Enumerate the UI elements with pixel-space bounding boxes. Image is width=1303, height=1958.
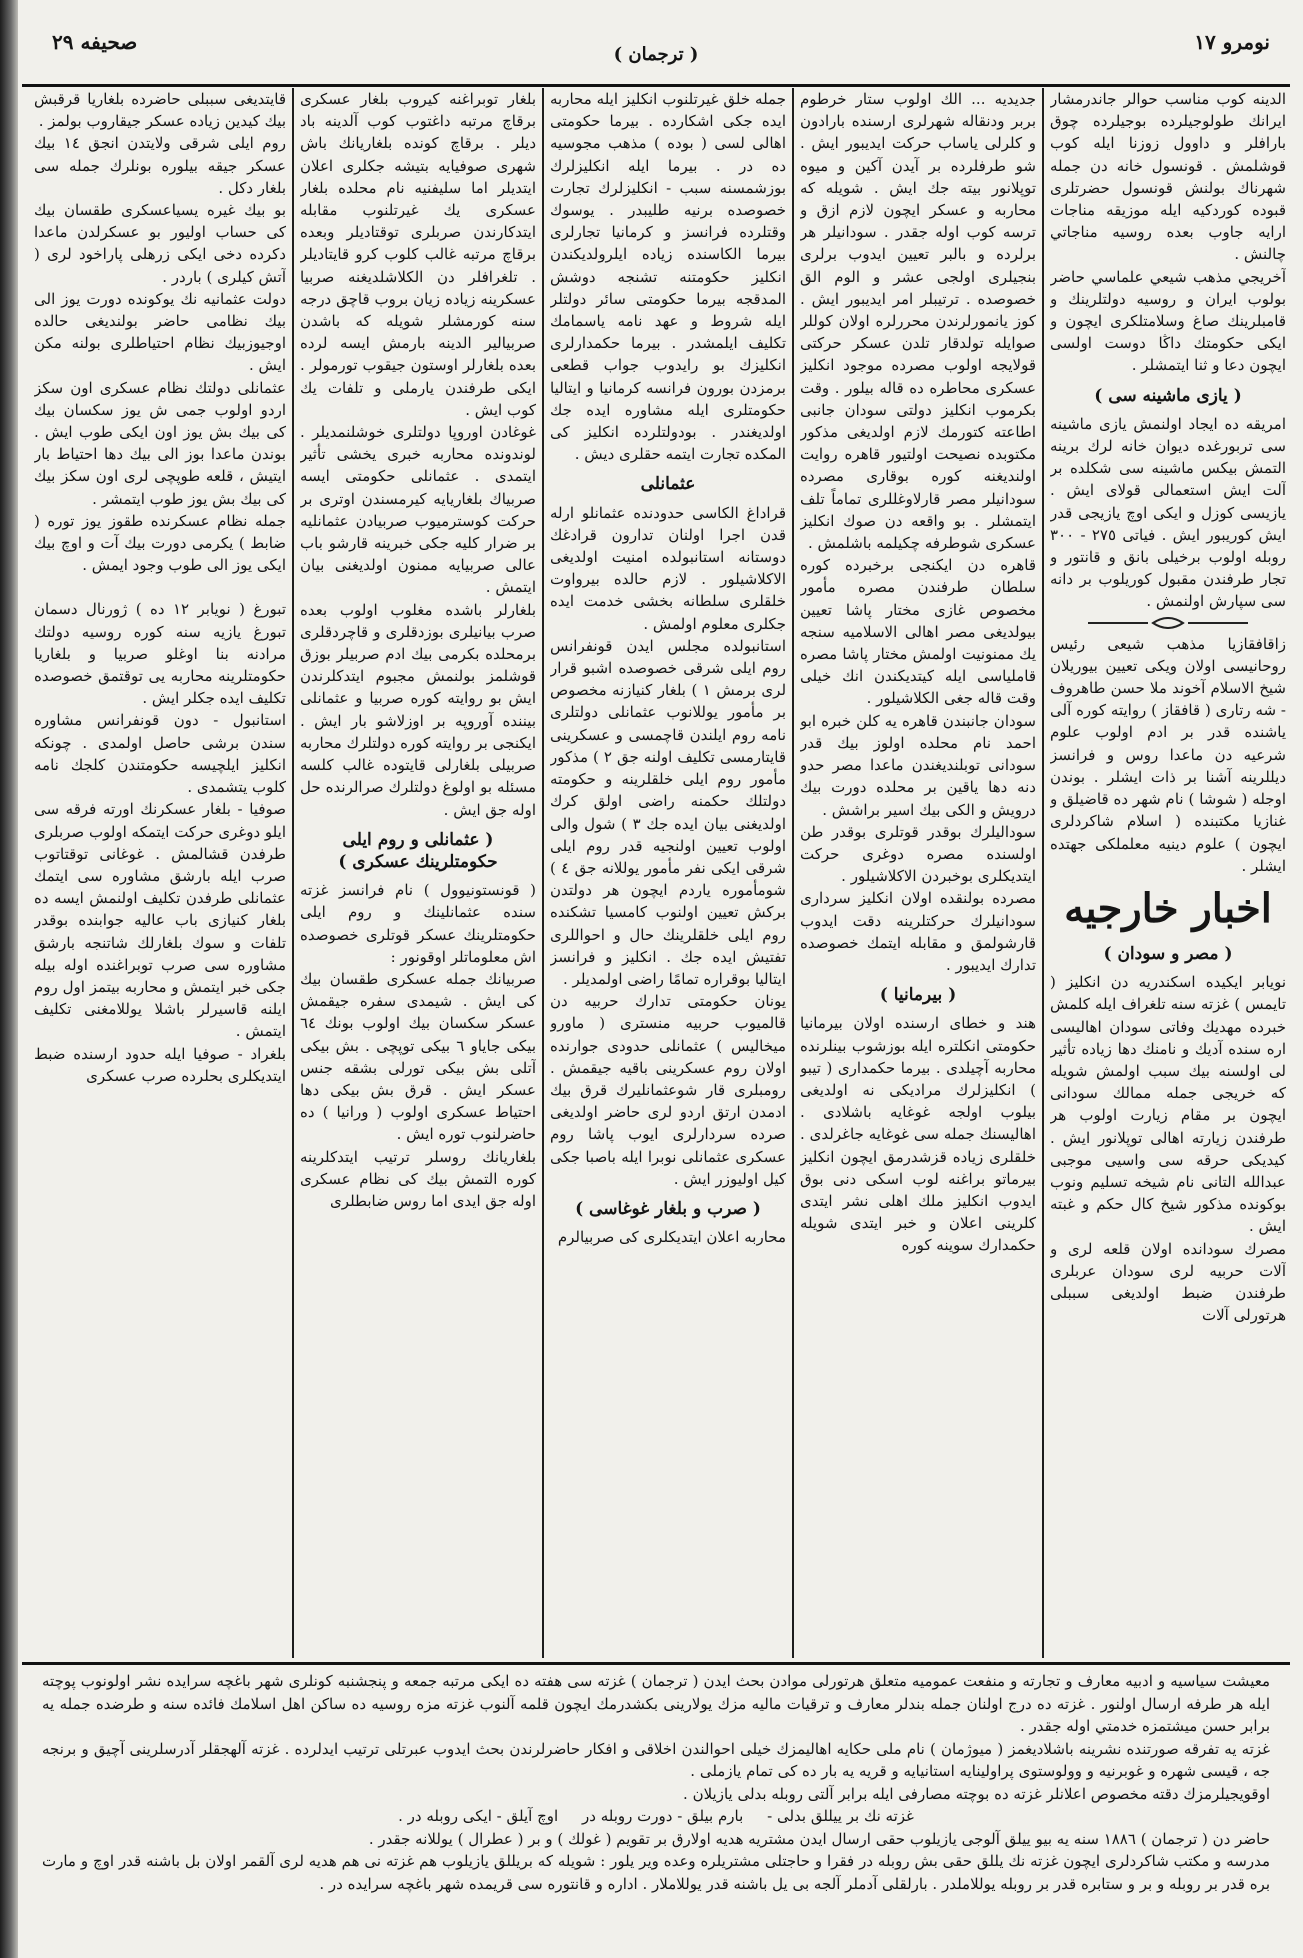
header-rule xyxy=(22,84,1290,87)
paragraph: بلغار توبراغنه كيروب بلغار عسكرى برقاچ مرتبه داغتوب كوب آلدينه باد ديلر . برقاچ كونده بلغاريانك باش شهرى صوفيايه بتيشه جكلرى اعلان ايتديلر اما سليفنيه نام محلده بلغار عسكرى يك غيرتلنوب مقابله ايتدكارندن صربلرى توقتاديلر وبعده برقاچ مرتبه غالب كلوب كرو قايتاديلر . تلغرافلر دن الكلاشلديغنه صربيا عسكرينه زياده زيان بروب قاچق درجه سنه كورمشلر شويله كه باشدن صربيالير الدينه بارمش ايسه لرده بعده بلغارلر اوستون جيقوب تورمولر . ايكى طرفندن يارملى و تلفات يك كوب ايش . xyxy=(300,90,536,419)
footer-line: غزته يه تفرقه صورتنده نشرينه باشلاديغمز ( ميوژمان ) نام ملى حكايه اهاليمزك خيلى احوالندن اخلاقى و افكار حاضرلرندن بحث ايدوب عبرتلى ترتيب ايدلرده . غزته آلهجقلر آدرسلرينى آچيق و برنجه جه ، قيسى شهره و غوبرنيه و وولوستوى پراولينايه استانيايه و قريه يه بار ده كى تمام يازملى . xyxy=(42,1739,1270,1780)
section-heading: ( عثمانلى و روم ايلى حكومتلرينك عسكرى ) xyxy=(338,829,498,872)
paragraph: سوداليلرك بوقدر قوتلرى بوقدر طن اولسنده مصره دوغرى حركت ايتديكلرى بوخبردن الاكلاشيلور . xyxy=(800,822,1036,886)
footer-price-row xyxy=(42,1805,1270,1828)
paragraph: بلغاريانك روسلر ترتيب ايتدكلرينه كوره التمش بيك كى نظام عسكرى اوله جق ايدى اما روس ضابطلرى xyxy=(300,1147,536,1210)
section-heading: ( صرب و بلغار غوغاسى ) xyxy=(575,1198,761,1219)
column-divider xyxy=(292,88,294,1658)
column-divider xyxy=(542,88,544,1658)
column-2 xyxy=(800,88,1036,1658)
ornament-divider-icon xyxy=(1088,617,1248,629)
column-1 xyxy=(1050,88,1286,1658)
paragraph: دولت عثمانيه نك يوكونده دورت يوز الى بيك نظامى حاضر بولنديغى حالده اوجيوزبيك نظام احتياطلرى بولنه مكن ايش . xyxy=(34,289,286,375)
spacer xyxy=(34,576,286,598)
paragraph: مصرده بولنقده اولان انكليز سردارى سودانيلرك حركتلرينه دقت ايدوب قارشولمق و مقابله ايتمك خصوصده تدارك ايديبور . xyxy=(800,889,1036,974)
paragraph: قايتديغى سببلى حاضرده بلغاريا قرقبش بيك كيدين زياده عسكر جيقاروب بولمز . xyxy=(34,90,286,131)
paragraph: بلغارلر باشده مغلوب اولوب بعده صرب بيانيلرى بوزدقلرى و قاچردقلرى برمحلده بكرمى بيك ادم صربيلر بوزق قوشلمز بولنمش مجبوم ايتدكلرندن ايش بو روايته كوره صربيا و عثمانلى بيننده آوروپه بر اوزلاشو بار ايش . ايكنجى بر روايته كوره دولتلرك محاربه صربيلى بلغارلى قايتوده غالب كلسه مسئله بو اولوغ دولتلرك صرالرنده حل اوله جق ايش . xyxy=(300,600,536,819)
column-5 xyxy=(34,88,286,1658)
paragraph: قراداغ الكاسى حدودنده عثمانلو ارله قدن اجرا اولنان تدارون قرادغك دوستانه استانبولده امنيت اولديغى الاكلاشيلور . لازم حالده بيرواوت خلقلرى سلطانه بخشى خدمت ايده جكلرى معلوم اولمش . xyxy=(550,503,786,633)
price-quarter: اوچ آيلق - ايكى روبله در . xyxy=(398,1807,559,1825)
page-content xyxy=(22,14,1290,1944)
paragraph: قاهره دن ايكنجى برخبرده كوره سلطان طرفندن مصره مأمور مخصوص غازى مختار پاشا تعيين بيولديغى مصر اهالى الاسلاميه سنجه يك ممنونيت اولمش مختار پاشا مصره قاملياسى ايله كيتديكندن انك خيلى وقت قاله جغى الكلاشيلور . xyxy=(800,556,1036,708)
paragraph: روم ايلى شرقى ولايتدن انجق ١٤ بيك عسكر جيقه بيلوره بونلرك جمله سى بلغار دكل . xyxy=(34,134,286,197)
paragraph: تبورغ ( نويابر ١٢ ده ) ژورنال دسمان تبورغ يازيه سنه كوره روسيه دولتك مرادنه بنا اوغلو صربيا و بلغاريا حكومتلرينه محاربه يى توقتمق خصوصده تكليف ايده جكلر ايش . xyxy=(34,600,286,708)
paragraph: ( قونستونيوول ) نام فرانسز غزته سنده عثمانلينك و روم ايلى حكومتلرينك عسكر قوتلرى خصوصده اش معلوماتلر اوقونور : xyxy=(300,881,536,966)
subscription-footer xyxy=(22,1670,1290,1940)
paragraph: استانبول - دون قونفرانس مشاوره سندن برشى حاصل اولمدى . چونكه انكليز ايلچيسه حكومتندن كلجك نامه كلوب يتشمدى . xyxy=(34,711,286,797)
page-header xyxy=(22,24,1290,65)
page-number: صحيفه ٢٩ xyxy=(52,30,138,54)
column-3 xyxy=(550,88,786,1658)
paragraph: سودان جانبندن قاهره يه كلن خبره ابو احمد نام محلده اولوز بيك قدر سودانى توبلنديغندن ماعدا مصر حدو دنه دها ياقين بر محلده دورت بيك درويش و الكى بيك اسير براشش . xyxy=(800,711,1036,819)
paragraph: آخريجي مذهب شيعي علماسي حاضر بولوب ايران و روسيه دولتلرينك و قامبلرينك صاغ وسلامتلكرى ايچون و ايكى حكومتك داڭا دوست اولسى ايچون دعا و ثنا ايتمشلر . xyxy=(1050,267,1286,375)
price-half-year: بارم بيلق - دورت روبله در xyxy=(582,1807,744,1825)
foreign-news-title: اخبار خارجيه xyxy=(1064,884,1272,932)
footer-rule xyxy=(22,1662,1290,1665)
paragraph: محاربه اعلان ايتديكلرى كى صربيالرم xyxy=(557,1228,786,1247)
paragraph: بو بيك غيره يسياعسكرى طقسان بيك كى حساب اوليور بو عسكرلدن ماعدا دكرده دخى ايكى زرهلى پاراخود لرى ( آتش كيلرى ) باردر . xyxy=(34,201,286,286)
masthead-title: ( ترجمان ) xyxy=(613,44,699,65)
footer-line: مدرسه و مكتب شاكردلرى ايچون غزته نك يللق حقى بش روبله در فقرا و حاجتلى مشتريلره وعده وير يلور : شويله كه بريللق يازيلوب هم غزته نى هم هديه لرى آلقمر اولان بل باشنه قدر اوچ و مارت بره قدر بر روبله و بر و ستابره قدر بر روبله يوللاملدر . بارلقلى آدملر آلجه بى يل باشنه قدر يوللاملار . اداره و قانتوره سى قريمده شهر باغچه سرايده در . xyxy=(42,1852,1270,1893)
paragraph: عثمانلى دولتك نظام عسكرى اون سكز اردو اولوب جمى ش يوز سكسان بيك كى بيك بش يوز اون ايكى طوب ايش . بوندن ماعدا بوز الى بيك دها احتياط بار ايتيش ، قلعه طوپچى لرى اون سكز بيك كى بيك بش يوز طوب ايتمشر . xyxy=(34,378,286,508)
section-heading: ( بيرمانيا ) xyxy=(879,985,957,1006)
column-4 xyxy=(300,88,536,1658)
paragraph: بلغراد - صوفيا ايله حدود ارسنده ضبط ايتديكلرى بحلرده صرب عسكرى xyxy=(34,1044,286,1085)
paragraph: نويابر ايكيده اسكندريه دن انكليز ( تايمس ) غزته سنه تلغراف ايله كلمش خبرده مهديك وفاتى سودان اهاليسى اره سنده آديك و نامنك دها زياده تأثير لى اولسنه بيك سبب اولمش شويله كه خريجى جمله ممالك سودانى ايچون بر مقام زيارت اولوب هر طرفندن زيارته اهالى توپلانور ايش . كيديكى حرقه سى واسيى موجبى عبدالله التانى نام شيخه تسليم ونوب بوكونده مذكور شيخ كال حكم و غبته ايش . xyxy=(1050,973,1286,1236)
section-heading: ( مصر و سودان ) xyxy=(1103,943,1233,964)
price-yearly: غزته نك بر ييللق بدلى - xyxy=(767,1807,914,1825)
paragraph: صوفيا - بلغار عسكرنك اورته فرقه سى ايلو دوغرى حركت ايتمكه اولوب صربلرى طرفدن قشالمش . غوغانى توقتاتوب صرب ايله بارشق مشاوره سى ايتمك عثمانلى طرفدن تكليف اولنمش ايسه ده بلغار كنيازى باب عاليه جوابنده بوقدر تلفات و سوك بلغارلك شاتنجه بارشق مشاوره سى صرب توبراغنده اوله بيله جكى خبر ايتمش و محاربه بيتمز اول روم ايلنه قاسيرلر باشلا يوللامغنى تكليف ايتمش . xyxy=(34,800,286,1041)
text-columns xyxy=(22,88,1290,1658)
paragraph: استانبولده مجلس ايدن قونفرانس روم ايلى شرقى خصوصده اشبو قرار لرى برمش ١ ) بلغار كنيازنه مخصوص بر مأمور يوللانوب عثمانلى دولتلرى نامه روم ايلندن قاچمسى و عسكرينى قايتارمسى تكليف اولنه جق ٢ ) مذكور مأمور روم ايلى خلقلرينه و حكومته دولتلك حكمنه راضى اولق كرك اولديغنى بيان ايده جك ٣ ) شول والى اولوب تعيين اولنجيه قدر روم ايلى شرقى ايكى نفر مأمور يوللانه جق ٤ ) شومأموره ياردم ايچون هر دولتدن بركش تعيين اولنوب كامسيا تشكنده روم ايلى خلقلرينك حال و احواللرى تفتيش ايده جك . انكليز و فرانسز ايتاليا بوقراره تمامًا راضى اولمديلر . xyxy=(550,636,786,988)
column-divider xyxy=(1042,88,1044,1658)
paragraph: هند و خطاى ارسنده اولان بيرمانيا حكومتى انكلتره ايله بوزشوب بينلرنده محاربه آچيلدى . بيرما حكمدارى ( تيبو ) انكليزلرك مراديكى نه اولديغى بيلوب اولجه غوغايه باشلادى . اهاليسنك جمله سى غوغايه جاغرلدى . خلقلرى زياده قزشدرمق ايچون انكليز بيرماتو براغنه لوب اسكى دنى بوق ايدوب انكليز ملك اهلى نشر ايتدى كلرينى اعلان و خبر ايتدى شويله حكمدارك سوينه كوره xyxy=(800,1014,1036,1255)
footer-line: معيشت سياسيه و ادبيه معارف و تجارته و منفعت عموميه متعلق هرتورلى موادن بحث ايدن ( ترجمان ) غزته سى هفته ده ايكى مرتبه جمعه و پنجشنبه كونلرى شهر باغچه سرايده نشر اولونوب پوچته ايله هر طرفه ارسال اولنور . غزته ده درج اولنان جمله بندلر معارف و ترقيات ماليه مزك يولارينى بكشدرمك ايچون قلمه آلنوب غزته مزه روسيه ده ساكن اهل اسلامك فائده سنه و طرضده جمله يه برابر حسن ميشتمزه خدمتي اوله جقدر . xyxy=(42,1672,1270,1735)
paragraph: جمله خلق غيرتلنوب انكليز ايله محاربه ايده جكى اشكارده . بيرما حكومتى اهالى لسى ( بوده ) مذهب مجوسيه ده در . بيرما ايله انكليزلرك بوزشمسنه سبب - انكليزلرك تجارت خصوصده برنيه طليبدر . يوسوك وقتلرده فرانسز و كرمانيا تجارلرى بيرما الكاسنده زياده ايلرولديكندن انكليز حكومتنه تشنجه دوشش المدقجه بيرما حكومتى سائر دولتلر ايله شروط و عهد نامه ياسمامك تكليف ايلمشدر . بيرما حكمدارلرى انكليزك بو رايدوب جواب قطعى برمزدن بورون فرانسه كرمانيا و ايتاليا حكومتلرى ايله مشاوره ايده جك اولديغندر . بودولتلرده انكليز كى المكده تجارت ايتمه حقلرى ديش . xyxy=(550,90,786,464)
issue-number: نومرو ١٧ xyxy=(1194,30,1270,54)
section-heading: ( يازى ماشينه سى ) xyxy=(1094,385,1242,406)
paragraph: غوغادن اوروپا دولتلرى خوشلنمديلر . لوندونده محاربه خبرى يخشى تأثير ايتمدى . عثمانلى حكومتى ايسه صربياك بلغاريايه كيرمسندن اوترى بر حركت كوسترميوب صربيادن عثمانليه بر ضرار كليه جكى خبرينه قارشو باب عالى صربيايه ممنون اولديغنى بيان ايتمش . xyxy=(300,423,536,597)
column-divider xyxy=(792,88,794,1658)
section-heading: عثمانلى xyxy=(640,474,696,495)
paragraph: جديديه ... الك اولوب ستار خرطوم بربر ودنقاله شهرلرى ارسنده بارادون و كلرلى ياساب حركت ايديبور ايش . شو طرفلرده بر آيدن آكين و ميوه توپلانور بيته جك ايش . شويله كه محاربه و عسكر ايچون لازم ازق و ترسه كوب اوله جقدر . سودانيلر هر برلرده و بالبر تعيين ايدوب برلرى بنجيلرى اولجى عشر و الوم الق خصوصده . ترتيبلر امر ايديبور ايش . كوز يانمورلرندن محررلره اولان كوللر صوايله تولدقار تلدن عسكر حركتى قولايجه اولوب مصرده موجود انكليز عسكرى محاطره ده قاله بيلور . وقت بكرموب انكليز دولتى سودان جانبى اطاعته كتورمك لازم اولديغى مذكور مكتوبده نصيحت اولتيور قاهره روايت اولنديغنه كوره بوقارى مصرده سودانيلر مصر قارلاوغللرى تماماً تلف ايتمشلر . بو واقعه دن صوك انكليز عسكرى شوطرفه چكيلمه باشلمش . xyxy=(800,90,1036,553)
paragraph: صربيانك جمله عسكرى طقسان بيك كى ايش . شيمدى سفره جيقمش عسكر سكسان بيك اولوب بونك ٦٤ بيكى جاياو ٦ بيكى توپچى . بش بيكى آتلى بش بيكى تورلى بشقه جنس عسكر ايش . قرق بش بيكى دها احتياط عسكرى اولوب ( ورانيا ) ده حاضرلنوب توره ايش . xyxy=(300,969,536,1144)
paragraph: يونان حكومتى تدارك حربيه دن قالميوب حربيه منسترى ( ماورو ميخاليس ) عثمانلى حدودى جوارنده اولان روم عسكرينى باقيه جيقمش . رومبلرى قار شوعثمانليرك قرق بيك ادمدن ارتق اردو لرى حاضر اولديغى صرده سردارلرى ايوب پاشا روم عسكرى عثمانلى نوبرا ايله باصبا جكى كيل اوليوزر ايش . xyxy=(550,992,786,1188)
footer-line: حاضر دن ( ترجمان ) ١٨٨٦ سنه يه بيو ييلق آلوجى يازيلوب حقى ارسال ايدن مشتريه هديه اولارق بر تقويم ( غولك ) و بر ( عطرال ) يوللانه جقدر . xyxy=(368,1829,1270,1848)
paragraph: مصرك سودانده اولان قلعه لرى و آلات حربيه لرى سودان عربلرى طرفندن ضبط اولديغى سببلى هرتورلى آلات xyxy=(1050,1239,1286,1325)
paragraph: امريقه ده ايجاد اولنمش يازى ماشينه سى تربورغده ديوان خانه لرك برينه التمش بيكس ماشينه سى شكلده بر آلت ايش استعمالى قولاى ايش . يازيسى كوزل و ايكى اوچ يازيجى قدر ايش كوريبور ايش . فياتى ٢٧٥ - ٣٠٠ روبله اولوب برخيلى بانق و قانتور و تجار طرفندن مقبول كوريلوب بر دانه سى سپارش اولنمش . xyxy=(1050,414,1286,611)
footer-line: اوقويجيلرمزك دقته مخصوص اعلانلر غزته ده بوچته مصارفى ايله برابر آلتى روبله بدلى يازيلان . xyxy=(683,1784,1270,1803)
paragraph: زاقافقازيا مذهب شيعى رئيس روحانيسى اولان ويكى تعيين بيوريلان شيخ الاسلام آخوند ملا حسن طاهروف - شه رتارى ( قافقاز ) روايته كوره آلى ياشنده قدر بر ادم اولوب علوم شرعيه دن ماعدا روس و فرانسز ديللرينه آشنا بر ذات ايشلر . بوندن اوجله ( شوشا ) نام شهر ده قاضيلق و غنازيا مكتبنده ( اسلام شاكردلرى ايچون ) علوم دينيه معلملكى جهتده ايشلر . xyxy=(1050,634,1286,875)
page-binding-shadow xyxy=(0,0,18,1958)
paragraph: جمله نظام عسكرنده طقوز يوز توره ( ضابط ) يكرمى دورت بيك آت و اوچ بيك ايكى يوز الى طوب وجود ايمش . xyxy=(34,511,286,575)
paragraph: الدينه كوب مناسب حوالر جاندرمشار ايرانك طولوجيلرده بوجيلرده چوق بارافلر و داوول زوزنا ايله كوب قوشلمش . قونسول خانه دن جمله شهرناك بولنش قونسول حضرتلرى قبوده كوردكيه ايله موزيقه مناجات ارايه جاوب بعده روسيه مناجاتي چالنش . xyxy=(1050,90,1286,264)
